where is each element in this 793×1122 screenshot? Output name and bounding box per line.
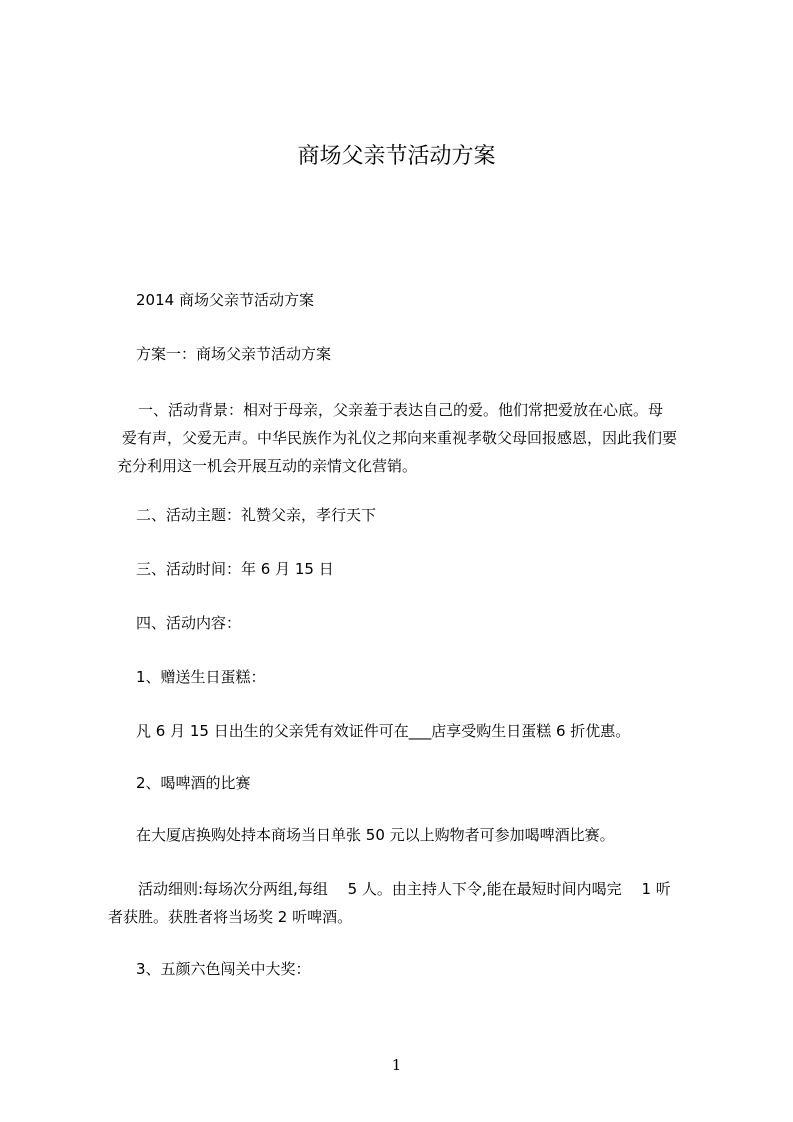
background-line-3: 充分利用这一机会开展互动的亲情文化营销。 bbox=[117, 457, 418, 475]
background-line-2: 爱有声，父爱无声。中华民族作为礼仪之邦向来重视孝敬父母回报感恩，因此我们要 bbox=[122, 429, 678, 447]
paragraph-item-colors: 3、五颜六色闯关中大奖： bbox=[136, 960, 311, 978]
paragraph-heading-2014: 2014 商场父亲节活动方案 bbox=[136, 291, 314, 309]
paragraph-item-beer: 2、喝啤酒的比赛 bbox=[136, 774, 251, 792]
paragraph-time: 三、活动时间：年 6 月 15 日 bbox=[136, 560, 334, 578]
paragraph-background bbox=[108, 396, 698, 480]
paragraph-content: 四、活动内容： bbox=[136, 614, 242, 632]
beer-rules-line-1: 活动细则:每场次分两组,每组 5 人。由主持人下令,能在最短时间内喝完 1 听 bbox=[138, 880, 671, 898]
paragraph-beer-rules bbox=[108, 875, 698, 931]
paragraph-item-cake: 1、赠送生日蛋糕： bbox=[136, 668, 266, 686]
paragraph-theme: 二、活动主题：礼赞父亲，孝行天下 bbox=[136, 506, 377, 524]
paragraph-beer-detail: 在大厦店换购处持本商场当日单张 50 元以上购物者可参加喝啤酒比赛。 bbox=[136, 826, 615, 844]
paragraph-plan-one: 方案一：商场父亲节活动方案 bbox=[136, 345, 332, 363]
document-title: 商场父亲节活动方案 bbox=[297, 144, 496, 169]
page-number: 1 bbox=[391, 1056, 402, 1074]
paragraph-cake-detail: 凡 6 月 15 日出生的父亲凭有效证件可在___店享受购生日蛋糕 6 折优惠。 bbox=[136, 722, 631, 740]
background-line-1: 一、活动背景：相对于母亲，父亲羞于表达自己的爱。他们常把爱放在心底。母 bbox=[138, 401, 664, 419]
beer-rules-line-2: 者获胜。获胜者将当场奖 2 听啤酒。 bbox=[108, 908, 353, 926]
